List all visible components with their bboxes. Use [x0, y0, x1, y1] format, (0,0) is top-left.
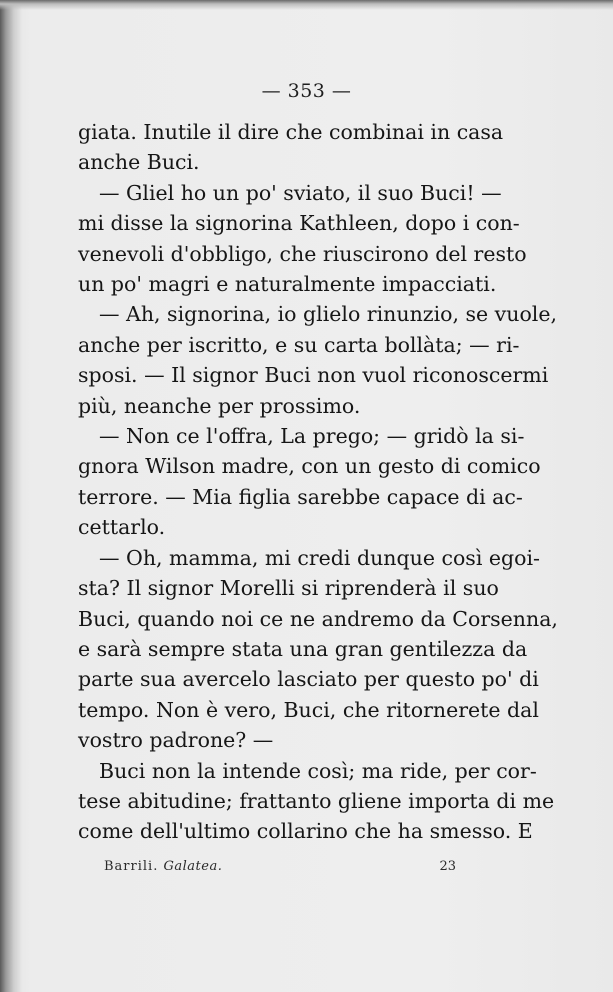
text-line: anche per iscritto, e su carta bollàta; — ri-	[78, 332, 520, 357]
text-line: sposi. — Il signor Buci non vuol riconoscermi	[78, 363, 549, 388]
text-line: Buci non la intende così; ma ride, per cor-	[99, 758, 537, 783]
text-line: — Oh, mamma, mi credi dunque così egoi-	[99, 545, 540, 570]
text-line: giata. Inutile il dire che combinai in casa	[78, 120, 504, 144]
text-line: — Gliel ho un po' sviato, il suo Buci! —	[99, 180, 502, 205]
text-line: — Ah, signorina, io glielo rinunzio, se vuole,	[99, 302, 558, 327]
body-text	[78, 117, 558, 847]
text-line: più, neanche per prossimo.	[78, 393, 361, 418]
text-line: anche Buci.	[78, 150, 200, 175]
page-top-shadow	[0, 0, 613, 10]
text-line: parte sua avercelo lasciato per questo po' di	[78, 667, 539, 692]
text-line: mi disse la signorina Kathleen, dopo i con-	[78, 211, 520, 236]
text-line: cettarlo.	[78, 515, 166, 540]
text-line: terrore. — Mia figlia sarebbe capace di ac-	[78, 484, 523, 509]
text-line: un po' magri e naturalmente impacciati.	[78, 272, 497, 297]
footer-author: Barrili.	[104, 859, 159, 874]
text-line: sta? Il signor Morelli si riprenderà il suo	[78, 576, 499, 601]
footer-signature: 23	[439, 859, 456, 874]
text-line: Buci, quando noi ce ne andremo da Corsenna,	[78, 606, 558, 631]
text-line: e sarà sempre stata una gran gentilezza da	[78, 636, 528, 661]
text-line: tempo. Non è vero, Buci, che ritornerete dal	[78, 697, 539, 722]
text-line: venevoli d'obbligo, che riuscirono del resto	[78, 241, 527, 266]
text-line: gnora Wilson madre, con un gesto di comico	[78, 454, 541, 479]
text-line: — Non ce l'offra, La prego; — gridò la si-	[99, 424, 525, 449]
page-binding-shadow	[0, 0, 22, 992]
text-line: vostro padrone? —	[78, 728, 274, 753]
page-number: — 353 —	[261, 80, 352, 102]
text-line: tese abitudine; frattanto gliene importa di me	[78, 788, 555, 813]
footer-title: Galatea.	[163, 859, 223, 874]
footer-citation	[104, 859, 222, 874]
text-line: come dell'ultimo collarino che ha smesso. E	[78, 819, 533, 844]
